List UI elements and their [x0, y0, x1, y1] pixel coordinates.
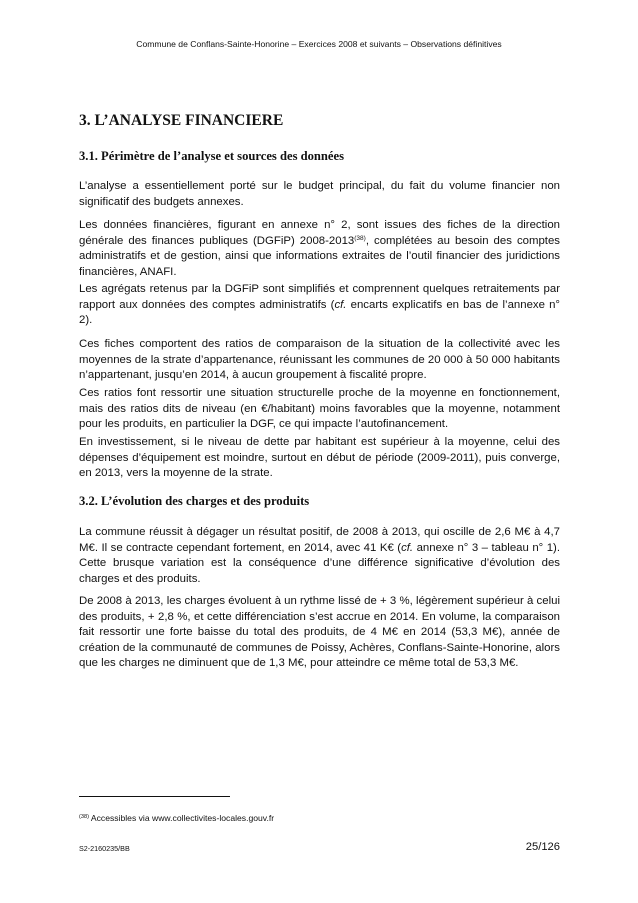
paragraph-7-text-b: annexe n° 3 – tableau n° 1). Cette brusque variation est la conséquence d’une différence significative d’évolution des charges et des produits. [79, 541, 560, 585]
paragraph-8: De 2008 à 2013, les charges évoluent à un rythme lissé de + 3 %, légèrement supérieur à celui des produits, + 2,8 %, et cette différenciation s’est accrue en 2014. En volume, la comparaison fait ressortir une forte baisse du total des produits, de 4 M€ en 2014 (53,3 M€), année de création de la communauté de communes de Poissy, Achères, Conflans-Sainte-Honorine, alors que les charges ne diminuent que de 1,3 M€, pour atteindre ce même total de 53,3 M€. [79, 595, 560, 670]
paragraph-6: En investissement, si le niveau de dette par habitant est supérieur à la moyenne, celui des dépenses d’équipement est moindre, surtout en début de période (2009-2011), puis converge, en 2013, vers la moyenne de la strate. [79, 436, 560, 480]
paragraph-2-text-a: Les données financières, figurant en annexe n° 2, sont issues des fiches de la direction générale des finances publiques (DGFiP) 2008-2013 [79, 219, 560, 247]
subsection-title-3-1: 3.1. Périmètre de l’analyse et sources des données [79, 149, 345, 163]
paragraph-3-text-b: encarts explicatifs en bas de l’annexe n° 2). [79, 298, 560, 327]
paragraph-2-text-b: , complétées au besoin des comptes administratifs et de gestion, ainsi que informations extraites de l’outil financier des juridictions financières, ANAFI. [79, 234, 560, 278]
paragraph-3 [79, 282, 560, 329]
running-header: Commune de Conflans-Sainte-Honorine – Exercices 2008 et suivants – Observations définitives [136, 39, 502, 49]
footnote-text: Accessibles via www.collectivites-locales.gouv.fr [88, 813, 275, 823]
document-code: S2-2160235/BB [79, 844, 130, 853]
paragraph-1: L’analyse a essentiellement porté sur le budget principal, du fait du volume financier non significatif des budgets annexes. [79, 180, 560, 208]
paragraph-5: Ces ratios font ressortir une situation structurelle proche de la moyenne en fonctionnement, mais des ratios dits de niveau (en €/habitant) moins favorables que la moyenne, notamment pour les produits, en particulier la DGF, ce qui impacte l’autofinancement. [79, 387, 560, 431]
footnote-reference: (38) [354, 234, 366, 242]
footnote-divider [79, 796, 230, 797]
paragraph-7 [79, 525, 560, 587]
paragraph-3-text-a: Les agrégats retenus par la DGFiP sont simplifiés et comprennent quelques retraitements par rapport aux données des comptes administratifs ( [79, 283, 560, 311]
section-title: 3. L’ANALYSE FINANCIERE [79, 112, 284, 129]
paragraph-4: Ces fiches comportent des ratios de comparaison de la situation de la collectivité avec les moyennes de la strate d’appartenance, réunissant les communes de 20 000 à 50 000 habitants n’appartenant, jusqu’en 2014, à aucun groupement à fiscalité propre. [79, 338, 560, 382]
subsection-title-3-2: 3.2. L’évolution des charges et des produits [79, 494, 310, 508]
paragraph-7-text-a: La commune réussit à dégager un résultat positif, de 2008 à 2013, qui oscille de 2,6 M€ à 4,7 M€. Il se contracte cependant fortement, en 2014, avec 41 K€ ( [79, 526, 560, 554]
paragraph-7-italic: cf. [401, 541, 414, 554]
page-number: 25/126 [525, 841, 560, 853]
paragraph-2 [79, 218, 560, 280]
footnote-marker: (38) [79, 814, 89, 820]
paragraph-3-italic: cf. [334, 298, 347, 311]
footnote [79, 813, 274, 823]
